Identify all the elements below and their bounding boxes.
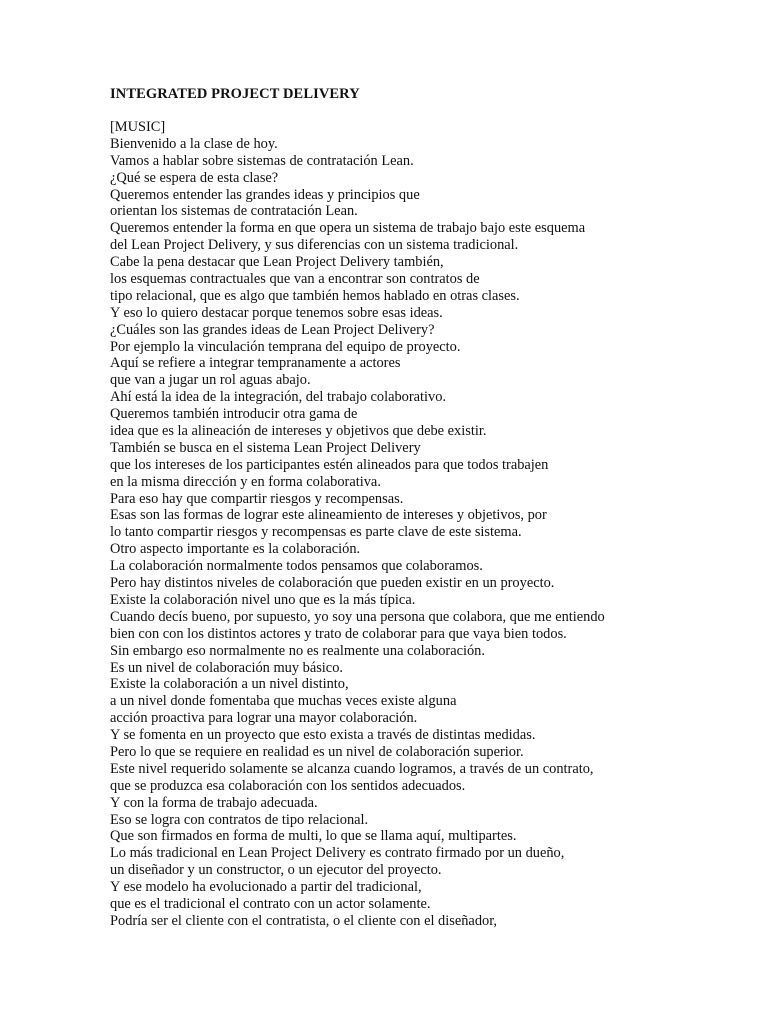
transcript-line: Y se fomenta en un proyecto que esto exista a través de distintas medidas. [110, 727, 536, 744]
transcript-line: bien con con los distintos actores y trato de colaborar para que vaya bien todos. [110, 625, 567, 642]
transcript-line: Existe la colaboración a un nivel distinto, [110, 676, 349, 693]
transcript-line: que es el tradicional el contrato con un actor solamente. [110, 895, 431, 912]
transcript-line: Aquí se refiere a integrar tempranamente a actores [110, 355, 401, 372]
transcript-line: Cuando decís bueno, por supuesto, yo soy una persona que colabora, que me entiendo [110, 608, 605, 625]
transcript-line: Sin embargo eso normalmente no es realmente una colaboración. [110, 642, 485, 659]
transcript-line: Queremos entender las grandes ideas y principios que [110, 186, 420, 203]
transcript-line: idea que es la alineación de intereses y objetivos que debe existir. [110, 423, 487, 440]
transcript-line: Queremos entender la forma en que opera un sistema de trabajo bajo este esquema [110, 220, 586, 237]
transcript-line: del Lean Project Delivery, y sus diferencias con un sistema tradicional. [110, 237, 519, 254]
transcript-body [110, 119, 750, 930]
transcript-line: Lo más tradicional en Lean Project Delivery es contrato firmado por un dueño, [110, 845, 565, 862]
transcript-line: que van a jugar un rol aguas abajo. [110, 372, 311, 389]
transcript-line: los esquemas contractuales que van a encontrar son contratos de [110, 271, 480, 288]
transcript-line: lo tanto compartir riesgos y recompensas es parte clave de este sistema. [110, 524, 522, 541]
transcript-line: Existe la colaboración nivel uno que es la más típica. [110, 591, 416, 608]
transcript-line: Y con la forma de trabajo adecuada. [110, 794, 318, 811]
transcript-line: Bienvenido a la clase de hoy. [110, 135, 278, 152]
transcript-line: que se produzca esa colaboración con los sentidos adecuados. [110, 777, 466, 794]
transcript-line: a un nivel donde fomentaba que muchas veces existe alguna [110, 693, 457, 710]
transcript-line: Que son firmados en forma de multi, lo que se llama aquí, multipartes. [110, 828, 517, 845]
transcript-line: Y ese modelo ha evolucionado a partir del tradicional, [110, 879, 422, 896]
transcript-line: acción proactiva para lograr una mayor colaboración. [110, 710, 418, 727]
transcript-line: Y eso lo quiero destacar porque tenemos sobre esas ideas. [110, 304, 443, 321]
transcript-line: ¿Qué se espera de esta clase? [110, 169, 279, 186]
transcript-line: Podría ser el cliente con el contratista, o el cliente con el diseñador, [110, 912, 498, 929]
transcript-line: Este nivel requerido solamente se alcanza cuando logramos, a través de un contrato, [110, 760, 594, 777]
transcript-line: Vamos a hablar sobre sistemas de contratación Lean. [110, 152, 414, 169]
transcript-line: Pero hay distintos niveles de colaboración que pueden existir en un proyecto. [110, 575, 555, 592]
transcript-line: orientan los sistemas de contratación Lean. [110, 203, 358, 220]
transcript-line: un diseñador y un constructor, o un ejecutor del proyecto. [110, 862, 442, 879]
transcript-line: en la misma dirección y en forma colaborativa. [110, 473, 381, 490]
transcript-line: Eso se logra con contratos de tipo relacional. [110, 811, 369, 828]
transcript-line: Por ejemplo la vinculación temprana del equipo de proyecto. [110, 338, 461, 355]
transcript-line: ¿Cuáles son las grandes ideas de Lean Project Delivery? [110, 321, 435, 338]
document-title: INTEGRATED PROJECT DELIVERY [110, 86, 360, 102]
transcript-line: También se busca en el sistema Lean Project Delivery [110, 439, 421, 456]
transcript-line: Es un nivel de colaboración muy básico. [110, 659, 343, 676]
transcript-line: Pero lo que se requiere en realidad es un nivel de colaboración superior. [110, 743, 524, 760]
transcript-line: Otro aspecto importante es la colaboración. [110, 541, 361, 558]
transcript-line: Para eso hay que compartir riesgos y recompensas. [110, 490, 404, 507]
transcript-line: Esas son las formas de lograr este alineamiento de intereses y objetivos, por [110, 507, 547, 524]
transcript-line: Ahí está la idea de la integración, del trabajo colaborativo. [110, 389, 447, 406]
transcript-line: Queremos también introducir otra gama de [110, 406, 358, 423]
transcript-line: La colaboración normalmente todos pensamos que colaboramos. [110, 558, 483, 575]
transcript-line: [MUSIC] [110, 119, 166, 135]
transcript-line: Cabe la pena destacar que Lean Project Delivery también, [110, 254, 444, 271]
transcript-line: que los intereses de los participantes estén alineados para que todos trabajen [110, 456, 549, 473]
transcript-line: tipo relacional, que es algo que también hemos hablado en otras clases. [110, 287, 520, 304]
